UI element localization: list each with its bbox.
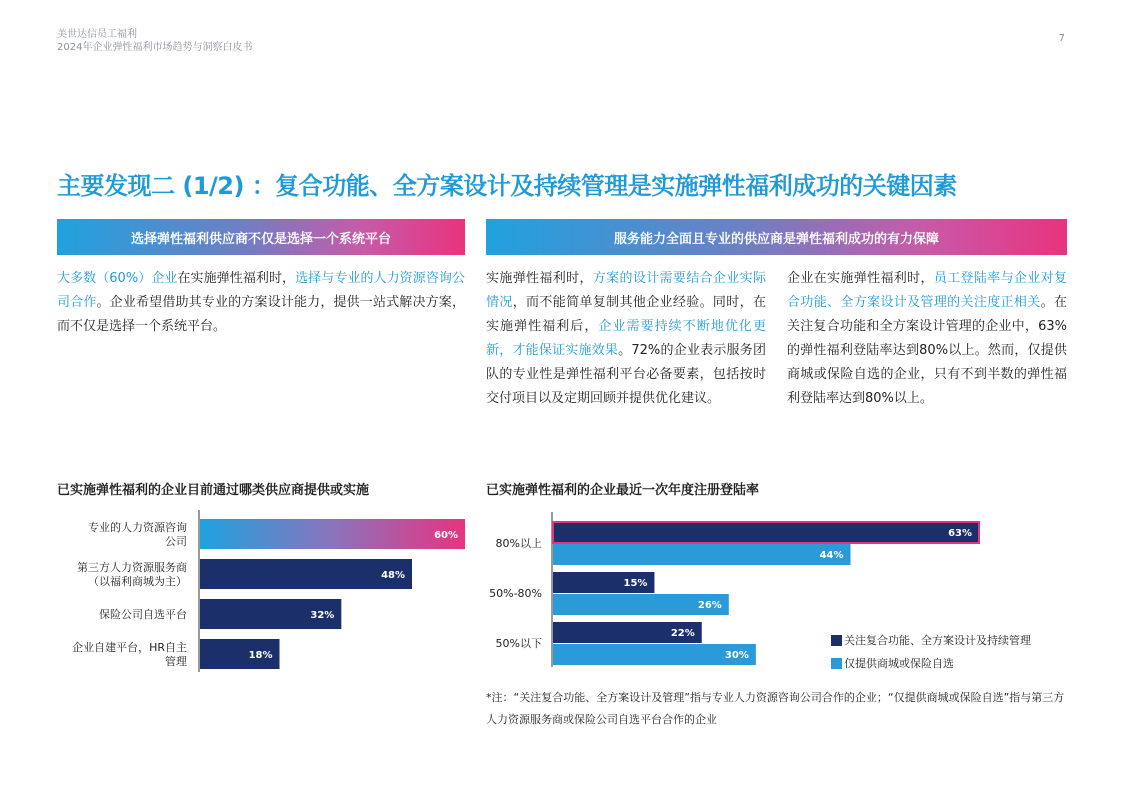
body-text: 企业在实施弹性福利时， — [787, 271, 934, 286]
page-title: 主要发现二 (1/2) ：复合功能、全方案设计及持续管理是实施弹性福利成功的关键因素 — [57, 172, 957, 200]
legend-label-series2: 仅提供商城或保险自选 — [844, 657, 954, 670]
bar-value-label: 60% — [434, 530, 458, 541]
body-text: ，而不能简单复制其他企业经验。同时，在实施弹性福利后， — [486, 295, 766, 334]
highlight-text: 方案的设计需要结合企业实际情况 — [486, 271, 766, 310]
footnote: *注：“关注复合功能、全方案设计及管理”指与专业人力资源咨询公司合作的企业；“仅提供商城或保险自选”指与第三方人力资源服务商或保险公司自选平台合作的企业 — [486, 691, 1065, 726]
bar-value-label: 32% — [310, 610, 335, 621]
legend-item-series2 — [831, 655, 954, 671]
bar — [200, 519, 465, 549]
highlight-text: 员工登陆率与企业对复合功能、全方案设计及管理的关注度正相关 — [787, 271, 1067, 310]
category-label: 企业自建平台，HR自主 — [72, 641, 187, 654]
bar-value-label: 48% — [381, 570, 405, 581]
bar-value-label: 18% — [248, 650, 273, 661]
category-label: 管理 — [165, 655, 187, 668]
body-text: 。在关注复合功能和全方案设计管理的企业中，63%的弹性福利登陆率达到80%以上。然而，仅提供商城或保险自选的企业，只有不到半数的弹性福利登陆率达到80%以上。 — [787, 295, 1067, 406]
middle-paragraph — [486, 267, 766, 411]
chart1-title: 已实施弹性福利的企业目前通过哪类供应商提供或实施 — [57, 483, 370, 498]
bar-value-label: 63% — [948, 528, 972, 539]
highlight-text: 大多数（60%）企业 — [57, 271, 178, 286]
legend-label-series1: 关注复合功能、全方案设计及持续管理 — [844, 634, 1031, 647]
category-label: 50%以下 — [495, 637, 542, 650]
report-header — [57, 28, 252, 54]
right-banner: 服务能力全面且专业的供应商是弹性福利成功的有力保障 — [486, 219, 1067, 255]
category-label: 保险公司自选平台 — [99, 608, 187, 621]
bar — [553, 544, 851, 565]
body-text: 实施弹性福利时， — [486, 271, 593, 286]
bar-value-label: 22% — [670, 628, 695, 639]
left-banner: 选择弹性福利供应商不仅是选择一个系统平台 — [57, 219, 465, 255]
report-name: 2024年企业弹性福利市场趋势与洞察白皮书 — [57, 42, 253, 53]
page-number: 7 — [1058, 33, 1065, 44]
legend-swatch-navy — [831, 635, 842, 646]
bar-value-label: 44% — [819, 550, 844, 561]
left-paragraph — [57, 267, 465, 339]
highlight-text: 企业需要持续不断地优化更新，才能保证实施效果 — [486, 319, 766, 358]
legend-swatch-blue — [831, 658, 842, 669]
category-label: 50%-80% — [489, 587, 542, 600]
body-text: 在实施弹性福利时， — [177, 271, 296, 286]
right-paragraph — [787, 267, 1067, 411]
body-text: 。72%的企业表示服务团队的专业性是弹性福利平台必备要素，包括按时交付项目以及定期回顾并提供优化建议。 — [486, 343, 766, 406]
bar-value-label: 30% — [724, 650, 749, 661]
body-text: 。企业希望借助其专业的方案设计能力，提供一站式解决方案，而不仅是选择一个系统平台。 — [57, 295, 465, 334]
category-label: 专业的人力资源咨询 — [88, 521, 187, 534]
bar-value-label: 26% — [697, 600, 722, 611]
chart2-login-rate — [486, 512, 986, 672]
highlight-text: 选择与专业的人力资源咨询公司合作 — [57, 271, 465, 310]
chart2-title: 已实施弹性福利的企业最近一次年度注册登陆率 — [486, 483, 760, 498]
legend-item-series1 — [831, 632, 1031, 648]
report-org: 美世达信员工福利 — [57, 29, 137, 40]
chart1-provider-type — [57, 510, 477, 675]
category-label: 公司 — [165, 535, 187, 548]
category-label: 80%以上 — [495, 537, 542, 550]
bar-value-label: 15% — [623, 578, 648, 589]
category-label: 第三方人力资源服务商 — [77, 561, 187, 574]
bar — [553, 522, 979, 543]
category-label: （以福利商城为主） — [88, 575, 187, 588]
